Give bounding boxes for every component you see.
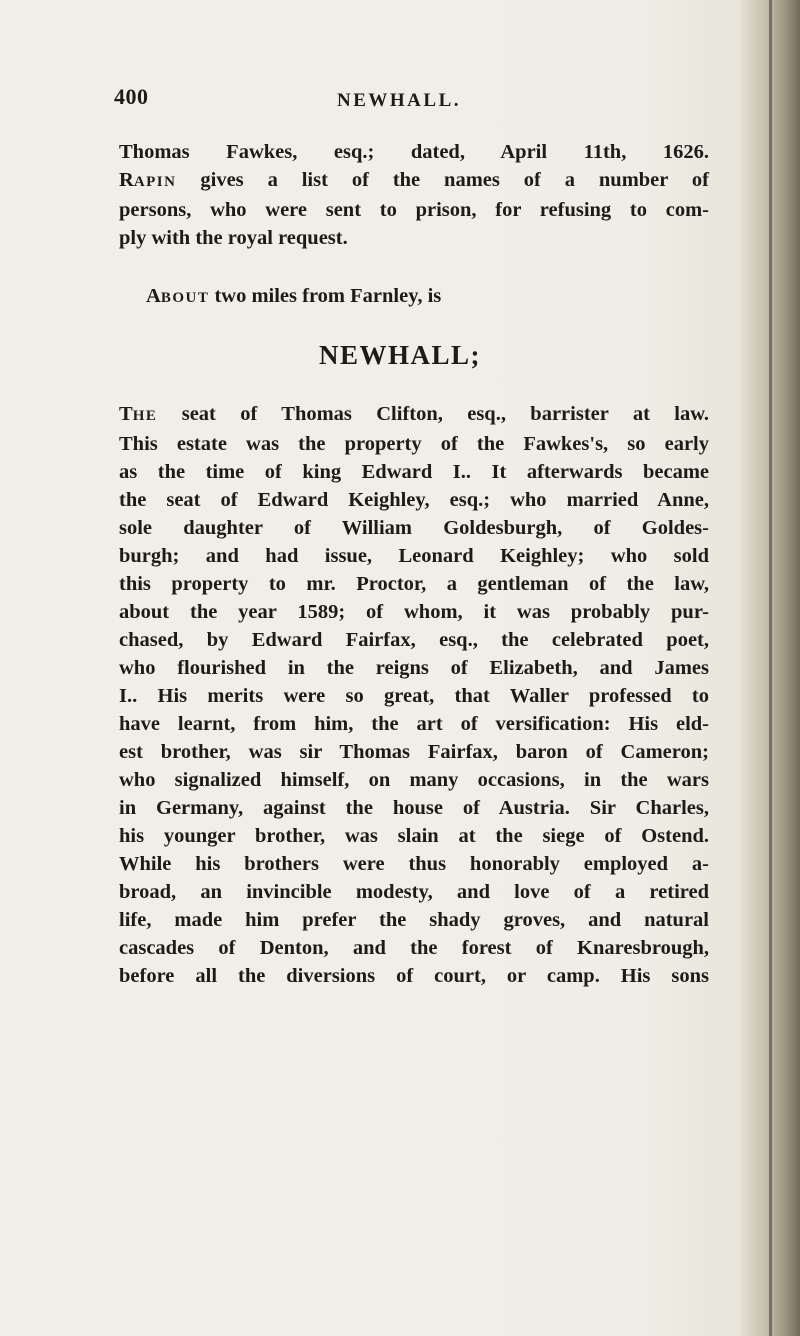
text-line: broad, an invincible modesty, and love of a retired [119, 881, 709, 903]
small-caps-lead: A [146, 285, 161, 307]
text-line: life, made him prefer the shady groves, and natural [119, 909, 709, 931]
text-line: who signalized himself, on many occasions, in the wars [119, 769, 709, 791]
running-head: NEWHALL. [337, 90, 461, 111]
text-line: Thomas Fawkes, esq.; dated, April 11th, 1626. [119, 141, 709, 163]
small-caps-word: BOUT [160, 290, 210, 306]
text-line: who flourished in the reigns of Elizabeth, and James [119, 657, 709, 679]
text-line: this property to mr. Proctor, a gentleman of the law, [119, 573, 709, 595]
text-line: have learnt, from him, the art of versification: His eld- [119, 713, 709, 735]
text-line: chased, by Edward Fairfax, esq., the celebrated poet, [119, 629, 709, 651]
small-caps-word: HE [132, 408, 158, 424]
section-heading: NEWHALL; [318, 340, 482, 370]
text-line [146, 282, 626, 312]
small-caps-lead: T [119, 403, 133, 425]
text-line: persons, who were sent to prison, for refusing to com- [119, 199, 709, 221]
text-line: as the time of king Edward I.. It afterwards became [119, 461, 709, 483]
small-caps-word: APIN [133, 174, 177, 190]
text-line: est brother, was sir Thomas Fairfax, baron of Cameron; [119, 741, 709, 763]
text-line: sole daughter of William Goldesburgh, of Goldes- [119, 517, 709, 539]
text-line: in Germany, against the house of Austria. Sir Charles, [119, 797, 709, 819]
text-line: his younger brother, was slain at the siege of Ostend. [119, 825, 709, 847]
paragraph-2 [146, 282, 626, 312]
page-binding-line [769, 0, 772, 1336]
text-line: cascades of Denton, and the forest of Knaresbrough, [119, 937, 709, 959]
text-line: ply with the royal request. [119, 227, 348, 249]
text-line: about the year 1589; of whom, it was probably pur- [119, 601, 709, 623]
line-rest: seat of Thomas Clifton, esq., barrister at law. [157, 403, 709, 425]
text-line: the seat of Edward Keighley, esq.; who married Anne, [119, 489, 709, 511]
paragraph-1 [119, 138, 709, 252]
line-rest: gives a list of the names of a number of [176, 169, 709, 191]
text-line: before all the diversions of court, or camp. His sons [119, 965, 709, 987]
page-number: 400 [114, 84, 149, 109]
text-line: This estate was the property of the Fawkes's, so early [119, 433, 709, 455]
paragraph-3 [119, 400, 709, 990]
small-caps-lead: R [119, 169, 134, 191]
text-line [119, 166, 709, 196]
line-rest: two miles from Farnley, is [209, 285, 442, 307]
text-line: While his brothers were thus honorably employed a- [119, 853, 709, 875]
text-line [119, 400, 709, 430]
text-line: I.. His merits were so great, that Waller professed to [119, 685, 709, 707]
text-line: burgh; and had issue, Leonard Keighley; who sold [119, 545, 709, 567]
